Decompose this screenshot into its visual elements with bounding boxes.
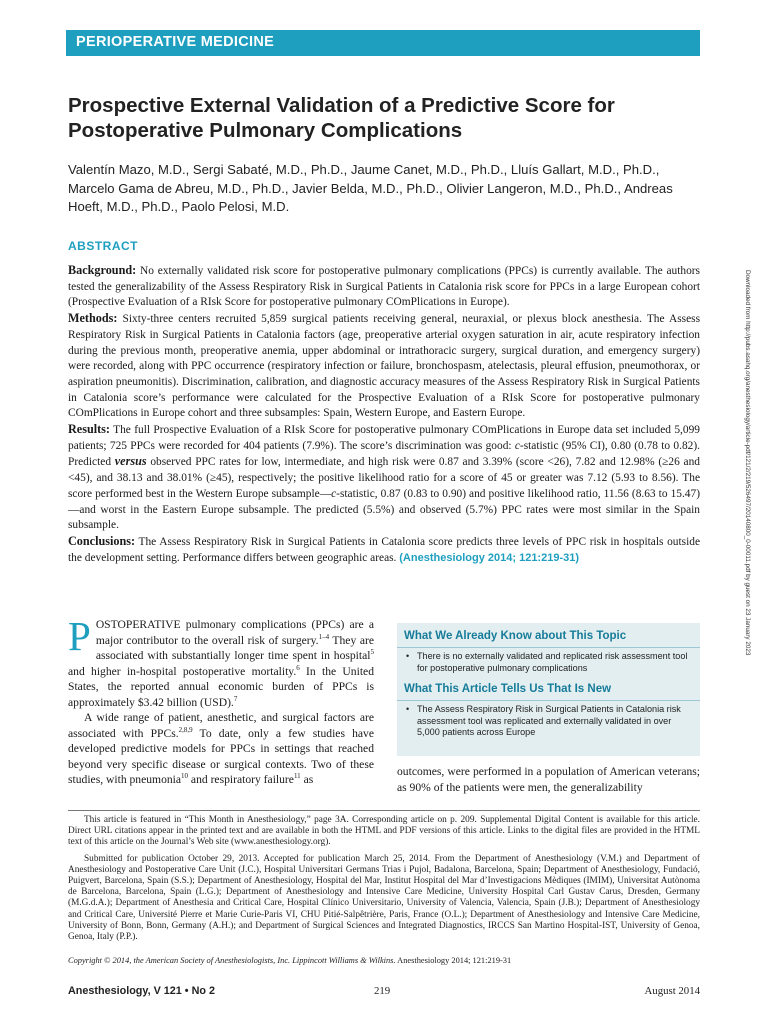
footnote-affiliations: Submitted for publication October 29, 2013. Accepted for publication March 25, 2014. From the Department of Anesthesiology (V.M.) and Department of Anesthesiology and Postoperative Care Unit (J.C.), Hospital Universitari Germans Trias i Pujol, Badalona, Barcelona, Spain; Department of Anesthesiology, Fundació, Puigvert, Barcelona, Spain (S.S.); Department of Anesthesiology, Hospital del Mar, Institut Hospital del Mar d’Investigacions Mèdiques (IMIM), Universitat Autònoma de Barcelona, Barcelona, Spain (L.G.); Department of Anesthesiology and Intensive Care Medicine, University Hospital Carl Gustav Carus, Dresden, Germany (M.G.d.A.); Department of Anesthesia and Critical Care, Hospital Clínico Universitario, University of Valencia, Valencia, Spain (J.B.); Department of Anesthesiology and Critical Care, Université Pierre et Marie Curie-Paris VI, CHU Pitié-Salpêtrière, Paris, France (O.L.); Department of Anesthesiology and Intensive Care Medicine, University of Bonn, Bonn, Germany (A.H.); and Department of Surgical Sciences and Integrated Diagnostics, IRCCS San Martino Hospital-IST, University of Genoa, Genoa, Italy (P.P.). (68, 853, 700, 943)
abstract-body (68, 263, 700, 566)
reference-link[interactable]: 1–4 (318, 632, 330, 641)
versus-text: versus (114, 454, 147, 469)
intro-text: To date, only a few studies have developed predictive models for PPCs in settings that reached beyond very specific disease or surgical contexts. Two of these studies, with pneumonia (68, 726, 374, 786)
abstract-results (68, 422, 700, 534)
box-item-text: There is no externally validated and replicated risk assessment tool for postoperative pulmonary complications (417, 651, 688, 673)
article-title: Prospective External Validation of a Predictive Score for Postoperative Pulmonary Complications (68, 94, 615, 142)
key-points-box (397, 623, 700, 756)
download-notice-text: Downloaded from http://pubs.asahq.org/anesthesiology/article-pdf/121/2/219/526497/20140800_0-00011.pdf by guest on 23 January 2023 (744, 270, 751, 656)
conclusions-label: Conclusions: (68, 533, 136, 548)
results-text-2: -statistic (95% CI), 0.80 (0.78 to 0.82). Predicted (68, 439, 700, 469)
c-statistic-letter: c (331, 487, 337, 500)
reference-link[interactable]: 10 (181, 772, 189, 781)
body-column-left (68, 613, 374, 788)
intro-text: In the United States, the reported annual economic burden of PPCs is approximately $3.42 billion (USD). (68, 664, 374, 709)
bullet-icon: • (406, 651, 410, 661)
results-label: Results: (68, 422, 110, 437)
c-statistic-letter: c (514, 439, 520, 452)
conclusions-text: The Assess Respiratory Risk in Surgical Patients in Catalonia score predicts three levels of PPC risk in hospitals outside the development setting. Performance differs between geographic areas. (68, 535, 700, 564)
reference-link[interactable]: 11 (293, 772, 301, 781)
footer-date: August 2014 (644, 985, 700, 997)
box-divider (397, 647, 700, 648)
methods-label: Methods: (68, 311, 118, 326)
intro-text: and respiratory failure (188, 773, 294, 786)
reference-link[interactable]: 7 (233, 694, 238, 703)
box-heading-new: What This Article Tells Us That Is New (404, 683, 612, 695)
box-heading-known: What We Already Know about This Topic (404, 630, 627, 642)
download-notice (741, 270, 753, 740)
footnotes (68, 815, 700, 943)
results-text-4: -statistic, 0.87 (0.83 to 0.90) and positive likelihood ratio, 11.56 (8.63 to 15.47)—and worst in the Eastern Europe subsample. The predicted (5.5%) and observed (5.7%) PPC rates were most similar in the Spain subsample. (68, 487, 700, 532)
background-label: Background: (68, 263, 137, 277)
intro-text: A wide range of patient, anesthetic, and surgical factors are associated with PPCs. (68, 711, 374, 740)
copyright-line (68, 956, 700, 965)
body-column-right: outcomes, were performed in a population of American veterans; as 90% of the patients were men, the generalizability (397, 765, 700, 794)
intro-text: and higher in-hospital postoperative mortality. (68, 664, 297, 678)
abstract-methods (68, 311, 700, 422)
methods-text: Sixty-three centers recruited 5,859 surgical patients receiving general, neuraxial, or plexus block anesthesia. The Assess Respiratory Risk in Surgical Patients in Catalonia factors (age, preoperative arterial oxygen saturation in air, acute respiratory infection during the previous month, preoperative anemia, upper abdominal or intrathoracic surgery, surgical duration, and emergency surgery) were recorded, along with PPC occurrence (respiratory infection or failure, bronchospasm, atelectasis, pleural effusion, pneumothorax, or aspiration pneumonitis). Discrimination, calibration, and diagnostic accuracy measures of the Assess Respiratory Risk in Surgical Patients in Catalonia score’s performance were calculated for the Prospective Evaluation of a RIsk Score for postoperative pulmonary COmPlications in Europe cohort and three subsamples: Spain, Western Europe, and Eastern Europe. (68, 313, 700, 420)
abstract-background (68, 263, 700, 311)
reference-link[interactable]: 6 (296, 663, 300, 672)
reference-link[interactable]: 5 (370, 648, 374, 657)
section-label: PERIOPERATIVE MEDICINE (76, 34, 275, 50)
section-banner (66, 30, 700, 56)
results-text-1: The full Prospective Evaluation of a RIsk Score for postoperative pulmonary COmPlications in Europe data set included 5,099 patients; 725 PPCs were recorded for 404 patients (7.9%). The score’s discrimination was good: (68, 424, 700, 452)
reference-link[interactable]: 2,8,9 (178, 725, 193, 734)
box-divider (397, 700, 700, 701)
box-item-text: The Assess Respiratory Risk in Surgical Patients in Catalonia risk assessment tool was replicated and externally validated in over 5,000 patients across Europe (417, 704, 681, 738)
abstract-heading: ABSTRACT (68, 239, 138, 253)
page-footer (68, 985, 700, 1001)
results-text-3: observed PPC rates for low, intermediate, and high risk were 0.87 and 3.39% (score <26), 7.82 and 12.98% (≥26 and <45), and 38.13 and 38.01% (≥45), respectively; the positive likelihood ratio for a score of 45 or greater was 7.12 (5.93 to 8.56). The score performed best in the Western Europe subsample— (68, 456, 700, 500)
footnote-divider (68, 810, 700, 811)
copyright-text: Copyright © 2014, the American Society of Anesthesiologists, Inc. Lippincott Williams & Wilkins. (68, 956, 396, 965)
bullet-icon: • (406, 704, 410, 714)
footnote-featured: This article is featured in “This Month in Anesthesiology,” page 3A. Corresponding article on p. 209. Supplemental Digital Content is available for this article. Direct URL citations appear in the printed text and are available in both the HTML and PDF versions of this article. Links to the digital files are provided in the HTML text of this article on the Journal’s Web site (www.anesthesiology.org). (68, 815, 700, 848)
intro-text: OSTOPERATIVE pulmonary complications (PPCs) are a major contributor to the overall risk of surgery. (95, 618, 374, 647)
journal-citation: Anesthesiology 2014; 121:219-31 (395, 956, 512, 965)
intro-text: They are associated with substantially longer time spent in hospital (95, 633, 374, 662)
drop-cap: P (68, 613, 91, 659)
intro-paragraph-2 (68, 710, 374, 788)
footer-journal: Anesthesiology, V 121 • No 2 (68, 985, 215, 997)
footer-page-number: 219 (374, 985, 391, 997)
author-list: Valentín Mazo, M.D., Sergi Sabaté, M.D., Ph.D., Jaume Canet, M.D., Ph.D., Lluís Gallart, M.D., Ph.D., Marcelo Gama de Abreu, M.D., Ph.D., Javier Belda, M.D., Ph.D., Olivier Langeron, M.D., Ph.D., Andreas Hoeft, M.D., Ph.D., Paolo Pelosi, M.D. (68, 162, 673, 214)
intro-text: as (300, 773, 314, 786)
abstract-conclusions (68, 534, 700, 566)
background-text: No externally validated risk score for postoperative pulmonary complications (PPCs) is currently available. The authors tested the generalizability of the Assess Respiratory Risk in Surgical Patients in Catalonia risk score for PPCs in a large European cohort (Prospective Evaluation of a RIsk Score for postoperative pulmonary COmPlications in Europe). (68, 265, 700, 309)
citation-link[interactable]: (Anesthesiology 2014; 121:219-31) (399, 551, 580, 564)
box-item-known (406, 651, 692, 674)
box-item-new (406, 704, 692, 739)
intro-paragraph-1 (68, 613, 374, 710)
